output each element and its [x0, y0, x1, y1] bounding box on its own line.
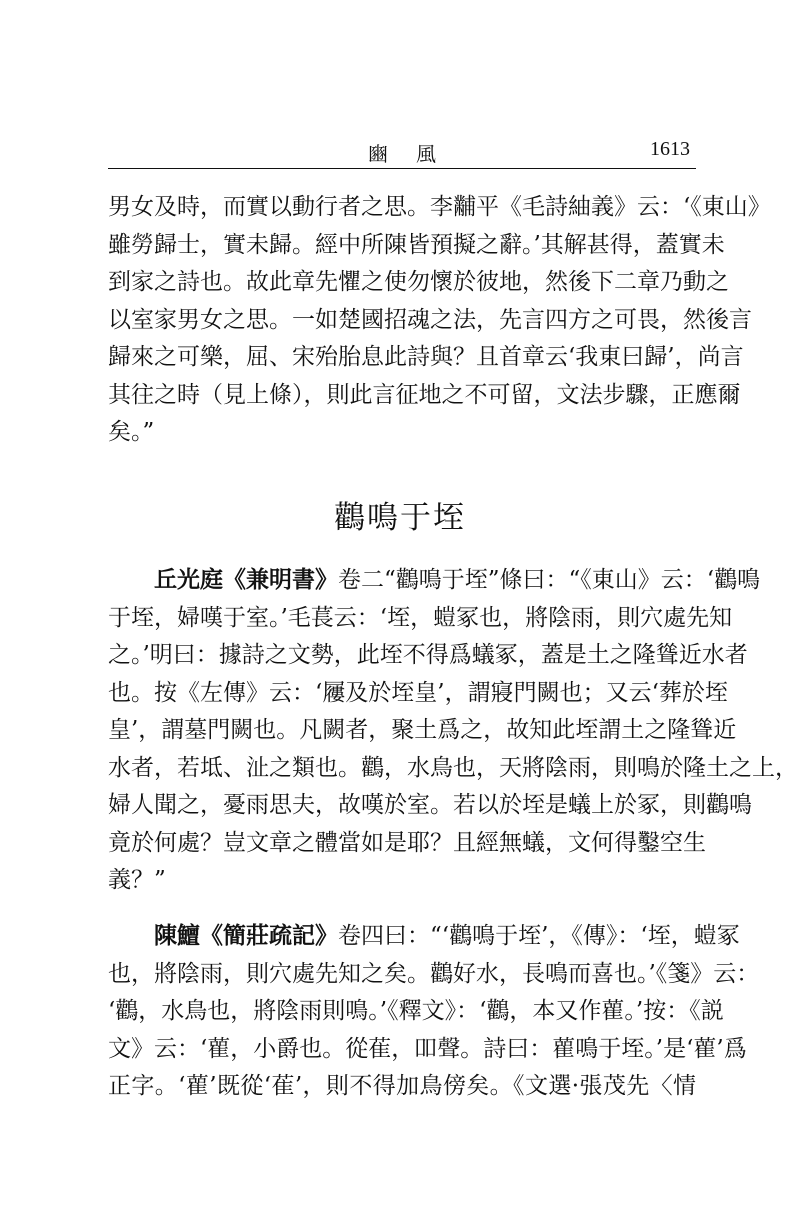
text-line: 水者，若坻、沚之類也。鸛，水鳥也，天將陰雨，則鳴於隆土之上， — [108, 754, 798, 781]
running-header — [108, 134, 696, 169]
paragraph-chen-zhan — [108, 918, 760, 1106]
text-line: 于垤，婦嘆于室。’毛萇云：‘垤，螘冢也，將陰雨，則穴處先知 — [108, 604, 733, 631]
source-citation: 丘光庭《兼明書》 — [154, 567, 338, 593]
text-line: 正字。‘雚’既從‘萑’，則不得加鳥傍矣。《文選·張茂先〈情 — [108, 1073, 696, 1099]
paragraph-qiu-guangting — [108, 562, 798, 900]
section-title: 豳風 — [368, 142, 464, 166]
text-line: 其往之時（見上條），則此言征地之不可留，文法步驟，正應爾 — [108, 381, 741, 408]
text-line: 歸來之可樂，屈、宋殆胎息此詩與？且首章云‘我東曰歸’，尚言 — [108, 344, 744, 370]
text-line: 到家之詩也。故此章先懼之使勿懷於彼地，然後下二章乃動之 — [108, 269, 729, 295]
text-line: 文》云：‘雚，小爵也。從萑，吅聲。詩曰：雚鳴于垤。’是‘雚’爲 — [108, 1035, 747, 1062]
text-line: ‘鸛，水鳥也，將陰雨則鳴。’《釋文》：‘鸛，本又作雚。’按：《説 — [108, 998, 724, 1024]
text-line: 皇’，謂墓門闕也。凡闕者，聚土爲之，故知此垤謂土之隆聳近 — [108, 717, 737, 743]
page-number: 1613 — [650, 138, 690, 160]
text-line: 雖勞歸士，實未歸。經中所陳皆預擬之辭。’其解甚得，蓋實未 — [108, 231, 725, 258]
text-line: 男女及時，而實以動行者之思。李黼平《毛詩紬義》云：‘《東山》 — [108, 194, 771, 220]
paragraph-continued — [108, 189, 771, 452]
text-line: 義？” — [108, 867, 166, 893]
section-heading: 鸛鳴于垤 — [334, 500, 466, 536]
text-line: 矣。” — [108, 419, 155, 445]
text-line: 之。’明曰：據詩之文勢，此垤不得爲蟻冢，蓋是土之隆聳近水者 — [108, 642, 748, 668]
text-line — [108, 562, 761, 600]
text-line: 也，將陰雨，則穴處先知之矣。鸛好水，長鳴而喜也。’《箋》云： — [108, 960, 760, 987]
text-line: 也。按《左傳》云：‘屨及於垤皇’，謂寢門闕也；又云‘葬於垤 — [108, 679, 728, 706]
text-line: 竟於何處？豈文章之體當如是耶？且經無蟻，文何得鑿空生 — [108, 829, 706, 856]
text-segment: 卷二“鸛鳴于垤”條曰：“《東山》云：‘鸛鳴 — [338, 567, 761, 593]
text-segment: 卷四曰：“‘鸛鳴于垤’，《傳》：‘垤，螘冢 — [338, 923, 740, 949]
source-citation: 陳鱣《簡莊疏記》 — [154, 923, 338, 949]
text-line: 婦人聞之，憂雨思夫，故嘆於室。若以於垤是蟻上於冢，則鸛鳴 — [108, 792, 752, 818]
text-line — [108, 918, 740, 956]
text-line: 以室家男女之思。一如楚國招魂之法，先言四方之可畏，然後言 — [108, 306, 752, 333]
